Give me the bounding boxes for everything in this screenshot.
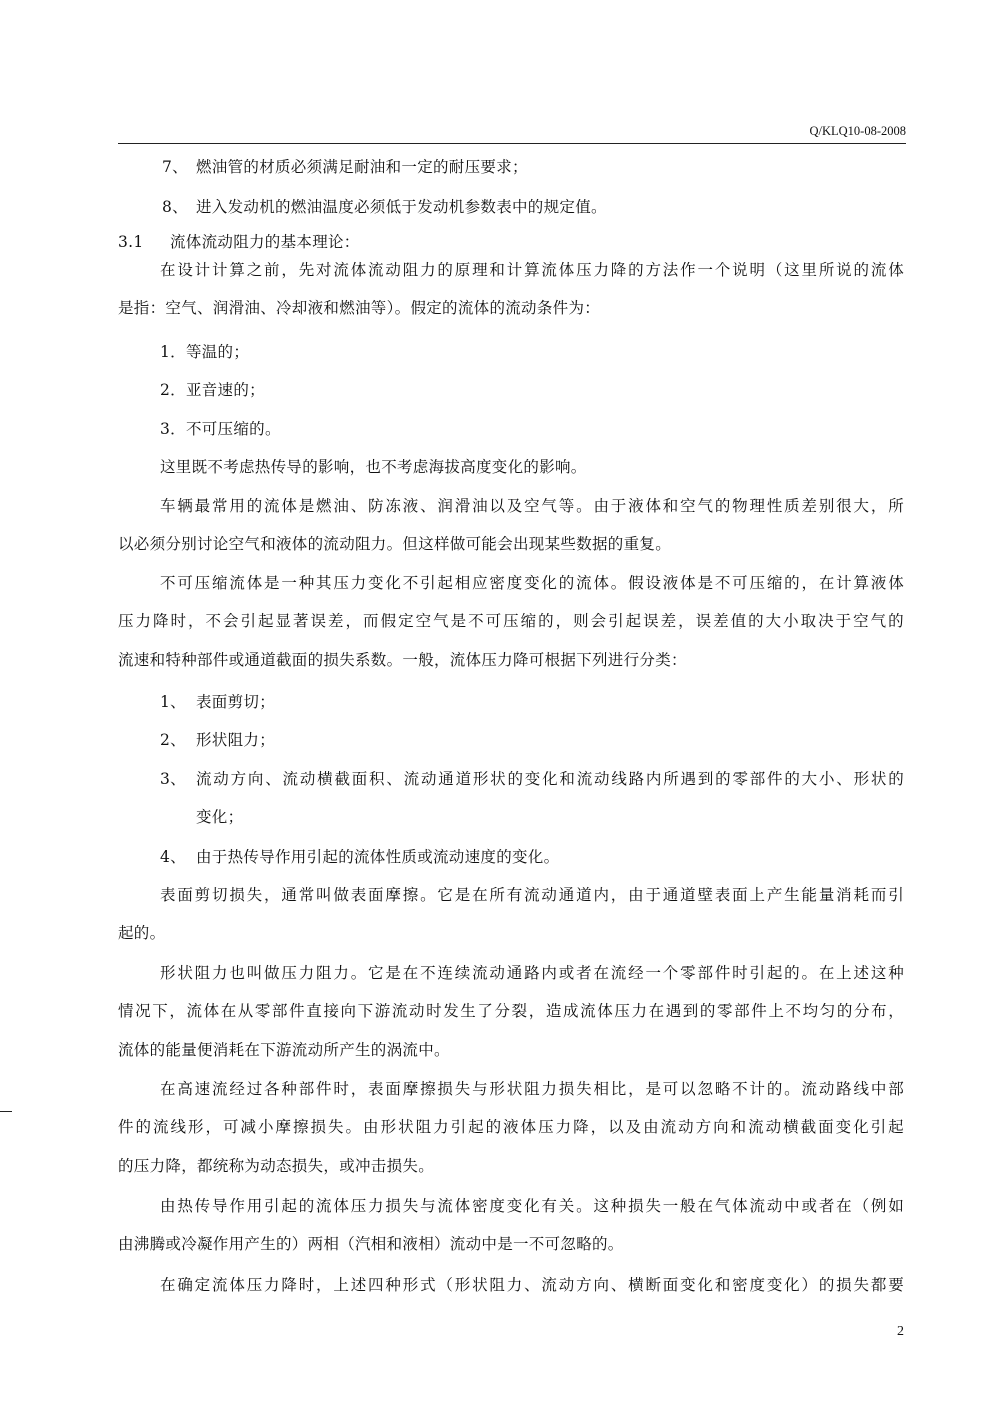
section-number: 3.1 [118, 233, 144, 251]
list-item-text: 变化； [196, 808, 244, 826]
paragraph-line: 在确定流体压力降时，上述四种形式（形状阻力、流动方向、横断面变化和密度变化）的损失都要 [160, 1276, 904, 1294]
paragraph-line: 压力降时，不会引起显著误差，而假定空气是不可压缩的，则会引起误差，误差值的大小取决于空气的 [118, 612, 904, 630]
list-item [118, 690, 904, 714]
list-item [118, 845, 904, 869]
condition-item: 3．不可压缩的。 [160, 420, 281, 438]
paragraph-line: 表面剪切损失，通常叫做表面摩擦。它是在所有流动通道内，由于通道壁表面上产生能量消耗而引 [160, 886, 904, 904]
header-rule [118, 143, 906, 144]
list-item [118, 728, 904, 752]
list-item-number: 8、 [162, 198, 188, 216]
paragraph-line: 由热传导作用引起的流体压力损失与流体密度变化有关。这种损失一般在气体流动中或者在（例如 [160, 1197, 904, 1215]
paragraph-line: 以必须分别讨论空气和液体的流动阻力。但这样做可能会出现某些数据的重复。 [118, 535, 672, 553]
list-item-8 [118, 195, 904, 219]
paragraph-line: 情况下，流体在从零部件直接向下游流动时发生了分裂，造成流体压力在遇到的零部件上不均匀的分布， [118, 1002, 904, 1020]
list-item-text: 表面剪切； [196, 693, 276, 711]
paragraph-line: 在设计计算之前，先对流体流动阻力的原理和计算流体压力降的方法作一个说明（这里所说的流体 [160, 261, 904, 279]
list-item-text: 流动方向、流动横截面积、流动通道形状的变化和流动线路内所遇到的零部件的大小、形状的 [196, 770, 904, 788]
list-item-7 [118, 155, 904, 179]
section-title: 流体流动阻力的基本理论： [170, 233, 360, 251]
section-heading [118, 230, 904, 254]
paragraph-line: 车辆最常用的流体是燃油、防冻液、润滑油以及空气等。由于液体和空气的物理性质差别很大，所 [160, 497, 904, 515]
list-item [118, 767, 904, 791]
list-item-continuation [118, 805, 904, 829]
list-item-number: 1、 [160, 693, 186, 711]
list-item-number: 4、 [160, 848, 186, 866]
list-item-text: 形状阻力； [196, 731, 276, 749]
paragraph-line: 这里既不考虑热传导的影响，也不考虑海拔高度变化的影响。 [160, 458, 587, 476]
list-item-number: 3、 [160, 770, 186, 788]
margin-mark [0, 1111, 12, 1112]
list-item-text: 由于热传导作用引起的流体性质或流动速度的变化。 [196, 848, 560, 866]
paragraph-line: 不可压缩流体是一种其压力变化不引起相应密度变化的流体。假设液体是不可压缩的，在计算液体 [160, 574, 904, 592]
paragraph-line: 的压力降，都统称为动态损失，或冲击损失。 [118, 1157, 435, 1175]
document-code: Q/KLQ10-08-2008 [809, 124, 906, 138]
paragraph-line: 件的流线形，可减小摩擦损失。由形状阻力引起的液体压力降，以及由流动方向和流动横截面变化引起 [118, 1118, 904, 1136]
list-item-text: 进入发动机的燃油温度必须低于发动机参数表中的规定值。 [196, 198, 607, 216]
paragraph-line: 流速和特种部件或通道截面的损失系数。一般，流体压力降可根据下列进行分类： [118, 651, 687, 669]
condition-item: 2．亚音速的； [160, 381, 265, 399]
paragraph-line: 是指：空气、润滑油、冷却液和燃油等）。假定的流体的流动条件为： [118, 299, 601, 317]
paragraph-line: 流体的能量便消耗在下游流动所产生的涡流中。 [118, 1041, 450, 1059]
paragraph-line: 形状阻力也叫做压力阻力。它是在不连续流动通路内或者在流经一个零部件时引起的。在上述这种 [160, 964, 904, 982]
paragraph-line: 在高速流经过各种部件时，表面摩擦损失与形状阻力损失相比，是可以忽略不计的。流动路线中部 [160, 1080, 904, 1098]
list-item-number: 7、 [162, 158, 188, 176]
condition-item: 1．等温的； [160, 343, 250, 361]
page-number: 2 [897, 1324, 904, 1339]
paragraph-line: 起的。 [118, 924, 166, 942]
list-item-text: 燃油管的材质必须满足耐油和一定的耐压要求； [196, 158, 528, 176]
list-item-number: 2、 [160, 731, 186, 749]
paragraph-line: 由沸腾或冷凝作用产生的）两相（汽相和液相）流动中是一不可忽略的。 [118, 1235, 624, 1253]
